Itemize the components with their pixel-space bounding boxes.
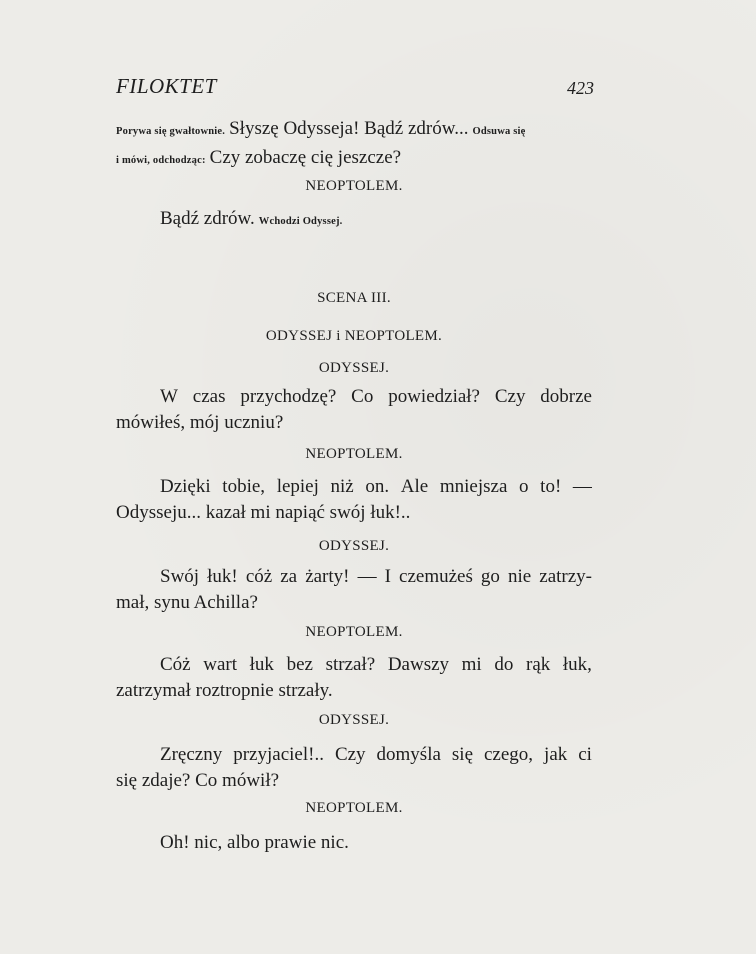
word: zatrzy- — [539, 566, 592, 587]
text-line — [116, 206, 592, 235]
word: czemużeś — [399, 566, 473, 587]
page-header — [116, 74, 594, 102]
text-line — [116, 564, 592, 590]
word: — — [572, 476, 592, 497]
speech-block — [116, 564, 592, 616]
word: Czy — [494, 386, 526, 407]
word: łuk — [249, 654, 274, 675]
speaker-name: NEOPTOLEM. — [305, 800, 403, 816]
word: czas — [192, 386, 226, 407]
text-line — [116, 384, 592, 410]
speech-block — [116, 474, 592, 526]
word: rąk — [526, 654, 551, 675]
speech-text: Oh! nic, albo prawie nic. — [160, 832, 349, 853]
word: o — [519, 476, 529, 497]
stage-direction: i mówi, odchodząc: — [116, 155, 206, 166]
word: nie — [507, 566, 532, 587]
speech-text: mał, synu Achilla? — [116, 592, 258, 613]
word: wart — [203, 654, 238, 675]
word: dobrze — [540, 386, 592, 407]
word: Co — [351, 386, 374, 407]
text-line — [116, 652, 592, 678]
text-line — [116, 116, 592, 145]
text-line — [116, 830, 592, 856]
word: Cóż — [160, 654, 191, 675]
text-line — [116, 474, 592, 500]
text-line — [116, 742, 592, 768]
speaker-name: ODYSSEJ. — [318, 712, 390, 728]
speaker-name: NEOPTOLEM. — [305, 624, 403, 640]
word: przyjaciel!.. — [233, 744, 324, 765]
word: on. — [365, 476, 390, 497]
word: łuk, — [562, 654, 592, 675]
speech-text: mówiłeś, mój uczniu? — [116, 412, 284, 433]
word: strzał? — [325, 654, 376, 675]
page-number: 423 — [567, 78, 594, 98]
text-line — [116, 590, 592, 616]
word: — — [357, 566, 377, 587]
word: za — [280, 566, 298, 587]
word: Zręczny — [160, 744, 223, 765]
word: tobie, — [222, 476, 266, 497]
speech-block — [116, 384, 592, 436]
speech-block — [116, 830, 592, 856]
text-line — [116, 410, 592, 436]
scene-characters: ODYSSEJ i NEOPTOLEM. — [265, 328, 443, 344]
word: lepiej — [276, 476, 319, 497]
word: I — [384, 566, 391, 587]
word: powiedział? — [388, 386, 480, 407]
word: się — [451, 744, 474, 765]
scene-title: SCENA III. — [317, 290, 391, 306]
text-line — [116, 678, 592, 704]
speech-text: się zdaje? Co mówił? — [116, 770, 280, 791]
word: czego, — [484, 744, 534, 765]
speech-text: Bądź zdrów. — [160, 208, 255, 229]
word: mniejsza — [439, 476, 508, 497]
speaker-name: NEOPTOLEM. — [305, 178, 403, 194]
speech-text: Czy zobaczę cię jeszcze? — [209, 147, 402, 168]
speaker-name: ODYSSEJ. — [318, 360, 390, 376]
speech-text: Odysseju... kazał mi napiąć swój łuk!.. — [116, 502, 411, 523]
stage-direction: Odsuwa się — [472, 126, 526, 137]
text-line — [116, 145, 592, 174]
stage-direction: Porywa się gwałtownie. — [116, 126, 226, 137]
word: ci — [578, 744, 592, 765]
word: jak — [544, 744, 568, 765]
stage-speech-block — [116, 116, 592, 174]
stage-direction: Wchodzi Odyssej. — [258, 216, 343, 227]
word: Dzięki — [160, 476, 211, 497]
word: to! — [540, 476, 562, 497]
text-line — [116, 768, 592, 794]
word: Ale — [400, 476, 429, 497]
word: do — [494, 654, 514, 675]
speech-block — [116, 742, 592, 794]
word: żarty! — [305, 566, 350, 587]
word: przychodzę? — [240, 386, 337, 407]
word: bez — [286, 654, 313, 675]
speaker-name: NEOPTOLEM. — [305, 446, 403, 462]
word: cóż — [245, 566, 273, 587]
speech-text: Słyszę Odysseja! Bądź zdrów... — [229, 118, 469, 139]
word: go — [480, 566, 500, 587]
speech-block — [116, 206, 592, 235]
word: Dawszy — [387, 654, 450, 675]
text-line — [116, 500, 592, 526]
word: niż — [330, 476, 354, 497]
word: W — [160, 386, 178, 407]
speech-block — [116, 652, 592, 704]
running-title: FILOKTET — [116, 74, 217, 98]
word: Swój — [160, 566, 200, 587]
speech-text: zatrzymał roztropnie strzały. — [116, 680, 333, 701]
word: łuk! — [207, 566, 238, 587]
word: Czy — [334, 744, 366, 765]
word: domyśla — [376, 744, 441, 765]
speaker-name: ODYSSEJ. — [318, 538, 390, 554]
word: mi — [461, 654, 482, 675]
